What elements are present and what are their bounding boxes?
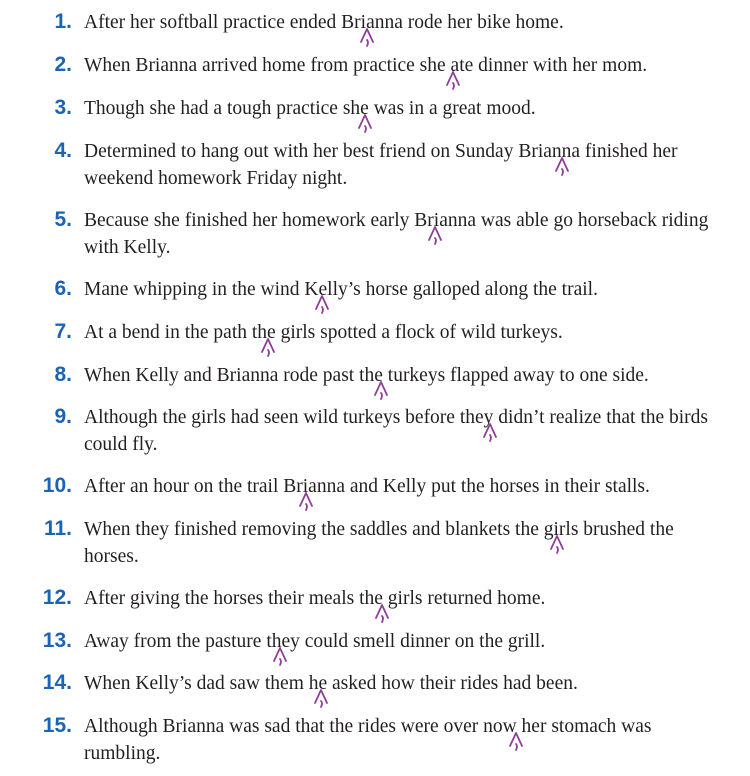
sentence-text: After an hour on the trail Brianna and Kelly put the horses in their stalls. bbox=[84, 476, 650, 497]
comma-insert-caret-icon bbox=[482, 421, 498, 445]
item-number: 10. bbox=[42, 474, 72, 497]
sentence-text: When they finished removing the saddles and blankets the girls brushed the horses. bbox=[84, 519, 674, 567]
comma-insert-caret-icon bbox=[314, 293, 330, 317]
comma-insert-caret-icon bbox=[357, 112, 373, 136]
comma-insert-caret-icon bbox=[445, 69, 461, 93]
item-number: 6. bbox=[54, 277, 72, 300]
sentence-text: At a bend in the path the girls spotted a flock of wild turkeys. bbox=[84, 322, 563, 343]
comma-insert-caret-icon bbox=[554, 155, 570, 179]
sentence-text: Away from the pasture they could smell dinner on the grill. bbox=[84, 631, 546, 652]
sentence-text: After giving the horses their meals the girls returned home. bbox=[84, 588, 546, 609]
comma-insert-caret-icon bbox=[298, 490, 314, 514]
comma-insert-caret-icon bbox=[313, 687, 329, 711]
sentence-text: When Kelly and Brianna rode past the turkeys flapped away to one side. bbox=[84, 365, 649, 386]
sentence-text: When Brianna arrived home from practice she ate dinner with her mom. bbox=[84, 55, 648, 76]
sentence-text: Though she had a tough practice she was in a great mood. bbox=[84, 98, 536, 119]
sentence-text: Determined to hang out with her best friend on Sunday Brianna finished her weekend homework Friday night. bbox=[84, 141, 678, 189]
item-number: 1. bbox=[54, 10, 72, 33]
comma-insert-caret-icon bbox=[427, 224, 443, 248]
comma-insert-caret-icon bbox=[508, 730, 524, 754]
item-number: 14. bbox=[42, 671, 72, 694]
item-number: 3. bbox=[54, 96, 72, 119]
item-number: 15. bbox=[42, 714, 72, 737]
item-number: 7. bbox=[54, 320, 72, 343]
comma-insert-caret-icon bbox=[549, 533, 565, 557]
comma-insert-caret-icon bbox=[374, 602, 390, 626]
item-number: 2. bbox=[54, 53, 72, 76]
item-number: 4. bbox=[54, 139, 72, 162]
item-number: 5. bbox=[54, 208, 72, 231]
item-number: 11. bbox=[43, 517, 72, 540]
comma-insert-caret-icon bbox=[359, 26, 375, 50]
item-number: 8. bbox=[54, 363, 72, 386]
sentence-text: Although Brianna was sad that the rides were over now her stomach was rumbling. bbox=[84, 716, 652, 764]
item-number: 12. bbox=[42, 586, 72, 609]
sentence-text: After her softball practice ended Brianna rode her bike home. bbox=[84, 12, 564, 33]
sentence-text: Although the girls had seen wild turkeys before they didn’t realize that the birds could fly. bbox=[84, 407, 709, 455]
item-number: 13. bbox=[42, 629, 72, 652]
sentence-text: Because she finished her homework early Brianna was able go horseback riding with Kelly. bbox=[84, 210, 709, 258]
comma-insert-caret-icon bbox=[272, 645, 288, 669]
comma-insert-caret-icon bbox=[260, 336, 276, 360]
item-number: 9. bbox=[54, 405, 72, 428]
sentence-text: Mane whipping in the wind Kelly’s horse galloped along the trail. bbox=[84, 279, 598, 300]
sentence-text: When Kelly’s dad saw them he asked how their rides had been. bbox=[84, 673, 578, 694]
comma-insert-caret-icon bbox=[373, 379, 389, 403]
